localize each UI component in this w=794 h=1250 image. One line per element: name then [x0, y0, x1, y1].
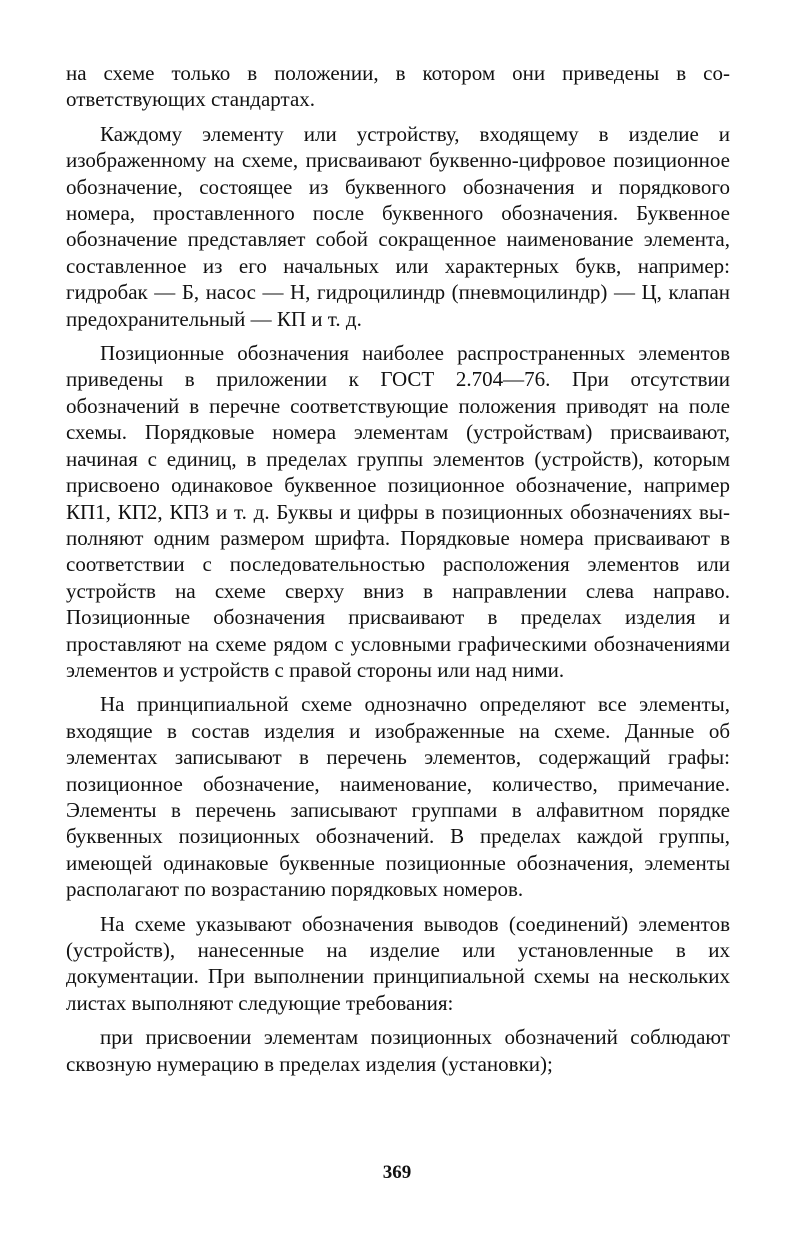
- page-number: 369: [382, 1162, 412, 1183]
- paragraph-numbering-rule: при присвоении элементам позиционных обозначений соблюдают сквозную нумерацию в пределах изделия (установки);: [66, 1025, 730, 1076]
- paragraph-element-list: На принципиальной схеме однозначно определяют все элементы, входящие в состав изделия и изображенные на схеме. Данные об элементах записывают в перечень элементов, содержащий графы: позиционное обозначение, наименование, количество, примечание. Элементы в перечень записывают группами в алфавитном порядке буквенных позиционных обозначений. В пределах каждой группы, имеющей одинаковые буквенные позиционные обозначения, элементы располагают по возрастанию порядковых номеров.: [66, 692, 730, 902]
- paragraph-terminal-designations: На схеме указывают обозначения выводов (соединений) элементов (устройств), нанесенные на изделие или установленные в их документации. При выполнении принципиальной схемы на нескольких листах выполняют следующие требования:: [66, 911, 730, 1015]
- paragraph-gost-reference: Позиционные обозначения наиболее распространенных элементов приведены в приложении к ГОСТ 2.704—76. При отсутствии обозначений в перечне соответствующие положения приводят на поле схемы. Порядковые номера элементам (устройствам) присваивают, начиная с единиц, в пределах группы элементов (устройств), которым присвоено одинаковое буквенное позиционное обозначение, например КП1, КП2, КП3 и т. д. Буквы и цифры в позиционных обозначениях выполняют одним размером шрифта. Порядковые номера присваивают в соответствии с последовательностью расположения элементов или устройств на схеме сверху вниз в направлении слева направо. Позиционные обозначения присваивают в пределах изделия и проставляют на схеме рядом с условными графическими обозначениями элементов и устройств с правой стороны или над ними.: [66, 341, 730, 682]
- paragraph-continuation: на схеме только в положении, в котором они приведены в соответствующих стандартах.: [66, 61, 730, 112]
- page-body: [66, 60, 730, 1085]
- paragraph-positional-designation: Каждому элементу или устройству, входящему в изделие и изображенному на схеме, присваивают буквенно-цифровое позиционное обозначение, состоящее из буквенного обозначения и порядкового номера, проставленного после буквенного обозначения. Буквенное обозначение представляет собой сокращенное наименование элемента, составленное из его начальных или характерных букв, например: гидробак — Б, насос — Н, гидроцилиндр (пневмоцилиндр) — Ц, клапан предохранительный — КП и т. д.: [66, 121, 730, 331]
